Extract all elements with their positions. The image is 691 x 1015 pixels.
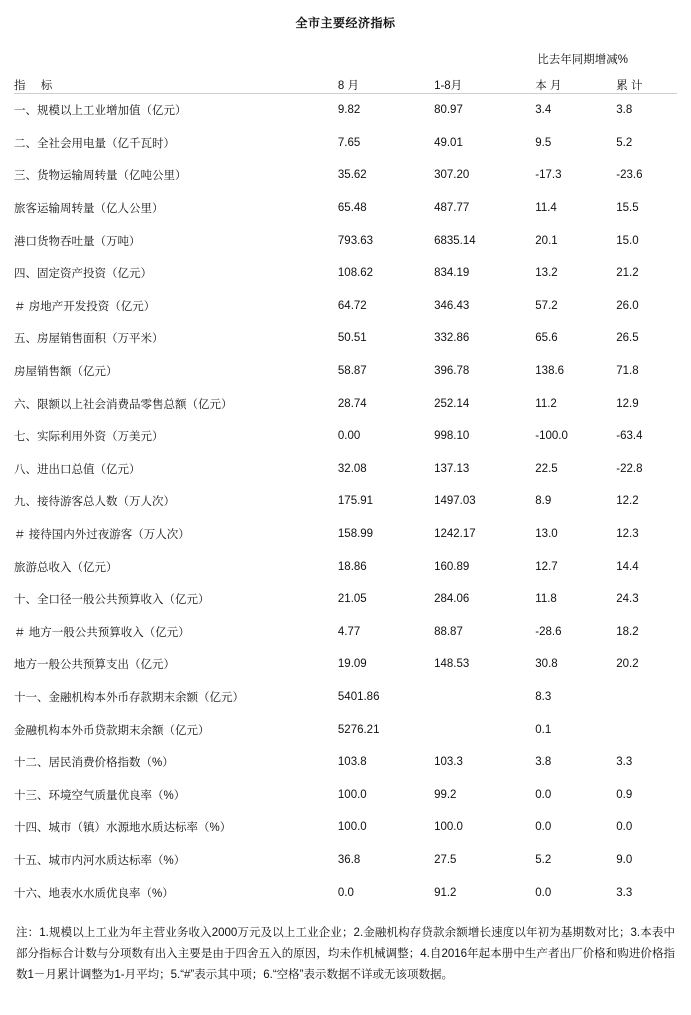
value-cumulative: 49.01 xyxy=(434,136,463,149)
value-yoy-month: 65.6 xyxy=(535,332,558,345)
value-month: 4.77 xyxy=(337,625,361,638)
indicator-label: 一、规模以上工业增加值（亿元） xyxy=(14,105,187,118)
value-yoy-month: 20.1 xyxy=(535,234,558,247)
value-cumulative: 332.86 xyxy=(434,332,470,345)
value-yoy-month: 13.0 xyxy=(535,528,558,541)
table-row xyxy=(14,583,677,616)
value-yoy-month: 57.2 xyxy=(535,299,558,312)
indicator-label: 十六、地表水水质优良率（%） xyxy=(14,887,174,900)
value-cumulative: 103.3 xyxy=(434,756,463,769)
value-yoy-month: 22.5 xyxy=(535,462,558,475)
value-cumulative: 834.19 xyxy=(434,267,470,280)
value-month: 0.0 xyxy=(337,886,354,899)
value-cumulative: 1242.17 xyxy=(434,528,476,541)
value-cumulative: 137.13 xyxy=(434,462,470,475)
column-header-month: 8 月 xyxy=(337,80,359,92)
value-yoy-cumulative: 0.0 xyxy=(616,821,633,834)
value-cumulative: 252.14 xyxy=(434,397,470,410)
value-yoy-cumulative: 20.2 xyxy=(616,658,639,671)
value-yoy-month: 8.9 xyxy=(535,495,552,508)
value-month: 36.8 xyxy=(337,853,361,866)
bottom-spacer xyxy=(14,987,677,993)
indicator-label: ＃ 房地产开发投资（亿元） xyxy=(14,300,156,313)
value-month: 7.65 xyxy=(337,136,361,149)
table-row xyxy=(14,811,677,844)
value-yoy-cumulative: 14.4 xyxy=(616,560,639,573)
page-title: 全市主要经济指标 xyxy=(295,16,396,30)
table-row xyxy=(14,387,677,420)
value-yoy-cumulative: -22.8 xyxy=(616,462,643,475)
value-yoy-month: 13.2 xyxy=(535,267,558,280)
value-cumulative: 160.89 xyxy=(434,560,470,573)
value-month: 58.87 xyxy=(337,365,367,378)
value-month: 19.09 xyxy=(337,658,367,671)
value-month: 18.86 xyxy=(337,560,367,573)
value-cumulative xyxy=(434,681,535,714)
value-month: 0.00 xyxy=(337,430,361,443)
indicator-label: 九、接待游客总人数（万人次） xyxy=(14,496,175,509)
value-yoy-cumulative: 9.0 xyxy=(616,853,633,866)
table-row xyxy=(14,485,677,518)
value-month: 50.51 xyxy=(337,332,367,345)
table-row xyxy=(14,616,677,649)
value-month: 100.0 xyxy=(337,788,367,801)
indicator-label: ＃ 接待国内外过夜游客（万人次） xyxy=(14,529,190,542)
value-yoy-cumulative xyxy=(616,713,677,746)
value-cumulative: 148.53 xyxy=(434,658,470,671)
header-spacer-indicator xyxy=(14,45,338,67)
value-month: 9.82 xyxy=(337,104,361,117)
column-header-yoy-cumulative: 累 计 xyxy=(616,80,643,92)
table-row xyxy=(14,778,677,811)
table-row xyxy=(14,322,677,355)
value-yoy-month: 11.2 xyxy=(535,397,557,410)
indicator-label: 港口货物吞吐量（万吨） xyxy=(14,235,141,248)
table-row xyxy=(14,159,677,192)
value-yoy-cumulative: 15.0 xyxy=(616,234,639,247)
value-cumulative: 99.2 xyxy=(434,788,457,801)
value-month: 64.72 xyxy=(337,299,367,312)
value-month: 21.05 xyxy=(337,593,367,606)
indicator-label: 旅游总收入（亿元） xyxy=(14,561,118,574)
column-header-indicator: 指 标 xyxy=(14,80,59,92)
value-yoy-month: 8.3 xyxy=(535,690,552,703)
value-cumulative: 487.77 xyxy=(434,202,470,215)
value-cumulative: 346.43 xyxy=(434,299,470,312)
value-cumulative: 284.06 xyxy=(434,593,470,606)
value-yoy-month: 0.0 xyxy=(535,821,552,834)
table-row xyxy=(14,257,677,290)
value-yoy-cumulative: -63.4 xyxy=(616,430,643,443)
value-yoy-cumulative: 21.2 xyxy=(616,267,639,280)
value-yoy-month: 3.8 xyxy=(535,756,552,769)
table-header xyxy=(14,45,677,94)
indicator-label: 十、全口径一般公共预算收入（亿元） xyxy=(14,594,210,607)
value-yoy-month: -100.0 xyxy=(535,430,568,443)
value-month: 5401.86 xyxy=(337,690,380,703)
table-row xyxy=(14,420,677,453)
table-row xyxy=(14,224,677,257)
table-row xyxy=(14,453,677,486)
value-cumulative: 307.20 xyxy=(434,169,470,182)
value-yoy-cumulative: 24.3 xyxy=(616,593,639,606)
value-yoy-cumulative: 12.9 xyxy=(616,397,639,410)
value-yoy-month: -28.6 xyxy=(535,625,562,638)
value-cumulative: 6835.14 xyxy=(434,234,476,247)
indicator-label: 十三、环境空气质量优良率（%） xyxy=(14,789,186,802)
value-yoy-month: 11.4 xyxy=(535,202,557,215)
value-month: 793.63 xyxy=(337,234,374,247)
value-yoy-cumulative: 18.2 xyxy=(616,625,639,638)
value-month: 100.0 xyxy=(337,821,367,834)
indicator-label: 四、固定资产投资（亿元） xyxy=(14,268,152,281)
value-cumulative: 1497.03 xyxy=(434,495,476,508)
value-yoy-month: 0.0 xyxy=(535,886,552,899)
indicator-label: 七、实际利用外资（万美元） xyxy=(14,431,164,444)
table-row xyxy=(14,127,677,160)
value-yoy-cumulative: -23.6 xyxy=(616,169,643,182)
value-yoy-cumulative: 3.8 xyxy=(616,104,633,117)
header-spacer-month xyxy=(338,45,434,67)
value-month: 28.74 xyxy=(337,397,367,410)
table-row xyxy=(14,192,677,225)
value-yoy-cumulative: 12.2 xyxy=(616,495,639,508)
column-group-yoy: 比去年同期增减% xyxy=(537,54,629,66)
table-row xyxy=(14,876,677,909)
indicator-label: ＃ 地方一般公共预算收入（亿元） xyxy=(14,626,190,639)
value-yoy-cumulative: 3.3 xyxy=(616,756,633,769)
value-cumulative: 998.10 xyxy=(434,430,470,443)
indicator-label: 十二、居民消费价格指数（%） xyxy=(14,757,174,770)
table-row xyxy=(14,94,677,127)
indicator-label: 金融机构本外币贷款期末余额（亿元） xyxy=(14,724,210,737)
value-yoy-month: 5.2 xyxy=(535,853,552,866)
value-cumulative: 396.78 xyxy=(434,365,470,378)
value-cumulative xyxy=(434,713,535,746)
value-yoy-month: 0.1 xyxy=(535,723,552,736)
indicator-label: 六、限额以上社会消费品零售总额（亿元） xyxy=(14,398,233,411)
value-month: 175.91 xyxy=(337,495,374,508)
value-cumulative: 27.5 xyxy=(434,853,457,866)
value-yoy-cumulative: 26.5 xyxy=(616,332,639,345)
column-header-yoy-month: 本 月 xyxy=(535,80,562,92)
value-yoy-cumulative: 12.3 xyxy=(616,528,639,541)
indicator-label: 八、进出口总值（亿元） xyxy=(14,463,141,476)
value-yoy-month: 138.6 xyxy=(535,365,565,378)
value-yoy-cumulative: 71.8 xyxy=(616,365,639,378)
value-yoy-month: 3.4 xyxy=(535,104,552,117)
indicator-label: 五、房屋销售面积（万平米） xyxy=(14,333,164,346)
value-month: 5276.21 xyxy=(337,723,380,736)
indicator-label: 三、货物运输周转量（亿吨公里） xyxy=(14,170,187,183)
value-yoy-cumulative: 0.9 xyxy=(616,788,633,801)
value-cumulative: 80.97 xyxy=(434,104,463,117)
value-yoy-cumulative xyxy=(616,681,677,714)
economic-indicators-table xyxy=(14,45,677,909)
table-row xyxy=(14,844,677,877)
indicator-label: 房屋销售额（亿元） xyxy=(14,366,118,379)
indicator-label: 十一、金融机构本外币存款期末余额（亿元） xyxy=(14,691,244,704)
header-spacer-cumulative xyxy=(434,45,535,67)
table-row xyxy=(14,713,677,746)
table-row xyxy=(14,746,677,779)
table-row xyxy=(14,648,677,681)
value-yoy-month: 11.8 xyxy=(535,593,557,606)
value-yoy-cumulative: 15.5 xyxy=(616,202,639,215)
value-month: 158.99 xyxy=(337,528,374,541)
value-yoy-cumulative: 5.2 xyxy=(616,136,633,149)
value-yoy-month: 0.0 xyxy=(535,788,552,801)
table-row xyxy=(14,355,677,388)
table-row xyxy=(14,550,677,583)
indicator-label: 旅客运输周转量（亿人公里） xyxy=(14,203,164,216)
table-row xyxy=(14,518,677,551)
indicator-label: 十四、城市（镇）水源地水质达标率（%） xyxy=(14,822,232,835)
value-yoy-month: 30.8 xyxy=(535,658,558,671)
value-month: 108.62 xyxy=(337,267,374,280)
value-month: 32.08 xyxy=(337,462,367,475)
value-yoy-cumulative: 26.0 xyxy=(616,299,639,312)
value-month: 35.62 xyxy=(337,169,367,182)
value-yoy-month: 12.7 xyxy=(535,560,558,573)
table-row xyxy=(14,681,677,714)
table-row xyxy=(14,290,677,323)
value-cumulative: 88.87 xyxy=(434,625,463,638)
table-body xyxy=(14,94,677,909)
value-yoy-month: 9.5 xyxy=(535,136,552,149)
table-notes: 注：1.规模以上工业为年主营业务收入2000万元及以上工业企业；2.金融机构存贷款余额增长速度以年初为基期数对比；3.本表中部分指标合计数与分项数有出入主要是由于四舍五入的原因，均未作机械调整；4.自2016年起本册中生产者出厂价格和购进价格指数1－月累计调整为1-月平均；5.“#”表示其中项；6.“空格”表示数据不详或无该项数据。 xyxy=(16,926,675,982)
value-month: 103.8 xyxy=(337,756,367,769)
indicator-label: 十五、城市内河水质达标率（%） xyxy=(14,854,186,867)
value-yoy-cumulative: 3.3 xyxy=(616,886,633,899)
value-cumulative: 91.2 xyxy=(434,886,457,899)
value-cumulative: 100.0 xyxy=(434,821,463,834)
value-month: 65.48 xyxy=(337,202,367,215)
table-header-main-row xyxy=(14,67,677,93)
table-header-group-row xyxy=(14,45,677,67)
indicator-label: 地方一般公共预算支出（亿元） xyxy=(14,659,175,672)
column-header-cumulative: 1-8月 xyxy=(434,80,463,92)
indicator-label: 二、全社会用电量（亿千瓦时） xyxy=(14,137,175,150)
value-yoy-month: -17.3 xyxy=(535,169,562,182)
